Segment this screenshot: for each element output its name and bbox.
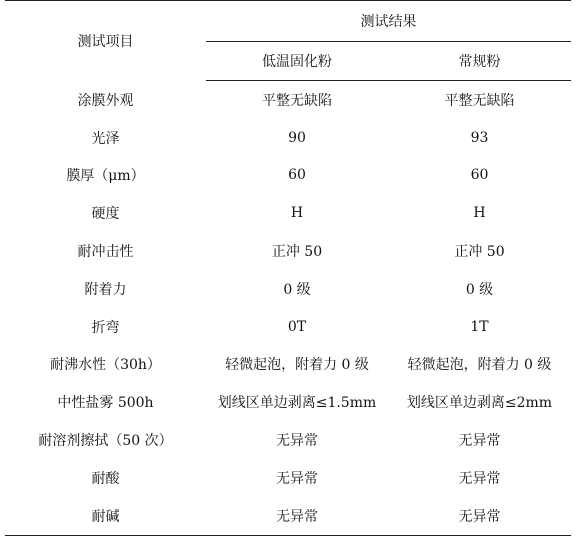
- cell-low-temp: 90: [288, 129, 306, 146]
- header-low-temp-powder: 低温固化粉: [206, 42, 388, 81]
- cell-regular: H: [473, 205, 486, 222]
- header-regular-powder: 常规粉: [388, 42, 571, 81]
- cell-item: 涂膜外观: [77, 92, 134, 109]
- table-row: [5, 194, 571, 232]
- table-row: [5, 157, 571, 195]
- table-row: [5, 232, 571, 270]
- cell-regular: 轻微起泡，附着力 0 级: [407, 357, 552, 374]
- cell-low-temp: 划线区单边剥离≤1.5mm: [217, 395, 377, 412]
- table-row: [5, 421, 571, 459]
- table-row: [5, 497, 571, 535]
- cell-item: 硬度: [91, 206, 120, 223]
- cell-regular: 无异常: [388, 497, 571, 535]
- table-row: [5, 459, 571, 497]
- table-row: [5, 270, 571, 308]
- cell-regular: 93: [470, 129, 489, 146]
- header-test-results: 测试结果: [206, 1, 571, 42]
- cell-low-temp: 60: [288, 167, 306, 184]
- cell-item: 耐溶剂擦拭（50 次）: [38, 433, 173, 450]
- header-test-item: 测试项目: [5, 1, 206, 81]
- table-row: [5, 346, 571, 384]
- table-body: [5, 81, 571, 536]
- cell-regular: 无异常: [458, 470, 501, 487]
- table-header: [5, 1, 571, 81]
- cell-low-temp: 无异常: [276, 433, 318, 450]
- cell-regular: 划线区单边剥离≤2mm: [406, 395, 553, 412]
- table-row: [5, 81, 571, 119]
- cell-regular: 无异常: [458, 433, 501, 450]
- cell-regular: 正冲 50: [454, 244, 505, 261]
- cell-low-temp: 轻微起泡，附着力 0 级: [225, 357, 369, 374]
- header-row-top: [5, 1, 571, 42]
- cell-low-temp: 平整无缺陷: [262, 92, 332, 109]
- cell-low-temp: 0 级: [283, 281, 311, 298]
- table-row: [5, 308, 571, 346]
- cell-item: 耐冲击性: [77, 244, 134, 261]
- test-results-table: [5, 0, 571, 536]
- cell-item: 折弯: [91, 319, 120, 336]
- cell-item: 光泽: [91, 130, 120, 147]
- cell-item: 膜厚（μm）: [66, 168, 145, 185]
- cell-item: 耐沸水性（30h）: [50, 357, 161, 374]
- cell-regular: 1T: [470, 318, 489, 335]
- cell-item: 耐碱: [5, 497, 206, 535]
- cell-low-temp: 无异常: [276, 470, 318, 487]
- table-row: [5, 119, 571, 157]
- cell-low-temp: 正冲 50: [271, 244, 323, 261]
- cell-low-temp: 0T: [287, 318, 307, 335]
- cell-regular: 60: [470, 167, 489, 184]
- cell-item: 附着力: [84, 281, 127, 298]
- cell-low-temp: 无异常: [206, 497, 388, 535]
- table-row: [5, 383, 571, 421]
- cell-item: 中性盐雾 500h: [57, 395, 154, 412]
- cell-low-temp: H: [290, 205, 304, 222]
- cell-regular: 0 级: [465, 281, 494, 298]
- cell-item: 耐酸: [91, 470, 120, 487]
- cell-regular: 平整无缺陷: [444, 92, 515, 109]
